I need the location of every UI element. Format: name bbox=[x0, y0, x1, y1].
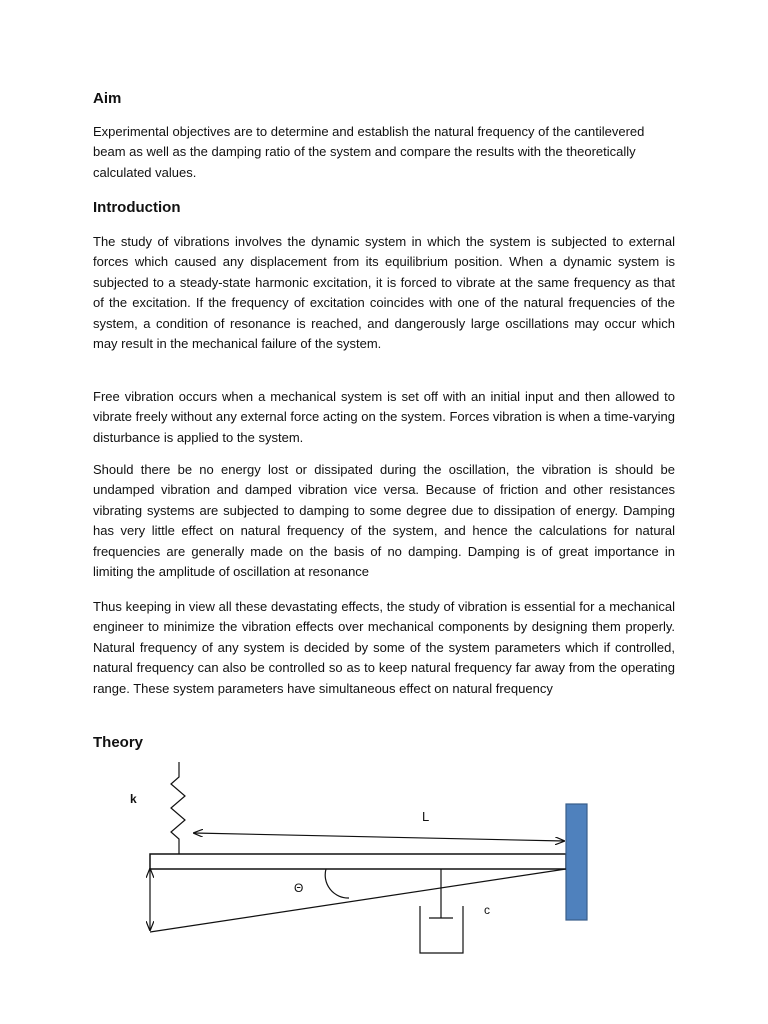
damper-label: c bbox=[484, 903, 490, 917]
aim-paragraph: Experimental objectives are to determine and establish the natural frequency of the cantilevered beam as well as the damping ratio of the system and compare the results with the theoretically calculated values. bbox=[93, 124, 645, 180]
intro-paragraph-2: Free vibration occurs when a mechanical system is set off with an initial input and then allowed to vibrate freely without any external force acting on the system. Forces vibration is when a time-varying disturbance is applied to the system. bbox=[93, 389, 675, 445]
fixed-wall bbox=[566, 804, 587, 920]
angle-label: Θ bbox=[294, 881, 304, 895]
spring-symbol bbox=[171, 762, 185, 855]
length-dimension-arrow bbox=[194, 833, 564, 841]
damper-symbol bbox=[420, 869, 463, 953]
intro-paragraph-3: Should there be no energy lost or dissipated during the oscillation, the vibration is should be undamped vibration and damped vibration vice versa. Because of friction and other resistances vibrating systems are subjected to damping to some degree due to dissipation of energy. Damping has very little effect on natural frequency of the system, and hence the calculations for natural frequencies are generally made on the basis of no damping. Damping is of great importance in limiting the amplitude of oscillation at resonance bbox=[93, 462, 675, 580]
intro-paragraph-4: Thus keeping in view all these devastating effects, the study of vibration is essential for a mechanical engineer to minimize the vibration effects over mechanical components by designing them properly. Natural frequency of any system is decided by some of the system parameters which if controlled, natural frequency can also be controlled so as to keep natural frequency far away from the operating range. These system parameters have simultaneous effect on natural frequency bbox=[93, 599, 675, 696]
theory-heading: Theory bbox=[93, 734, 144, 751]
angle-arc bbox=[325, 869, 349, 898]
introduction-heading: Introduction bbox=[93, 199, 181, 216]
deflection-line bbox=[150, 869, 566, 932]
length-label: L bbox=[422, 809, 430, 824]
cantilever-beam bbox=[150, 854, 566, 869]
aim-heading: Aim bbox=[93, 90, 122, 107]
spring-label: k bbox=[130, 792, 137, 806]
intro-paragraph-1: The study of vibrations involves the dynamic system in which the system is subjected to external forces which caused any displacement from its equilibrium position. When a dynamic system is subjected to a steady-state harmonic excitation, it is forced to vibrate at the same frequency as that of the excitation. If the frequency of excitation coincides with one of the natural frequencies of the system, a condition of resonance is reached, and dangerously large oscillations may occur which may result in the mechanical failure of the system. bbox=[93, 234, 675, 352]
